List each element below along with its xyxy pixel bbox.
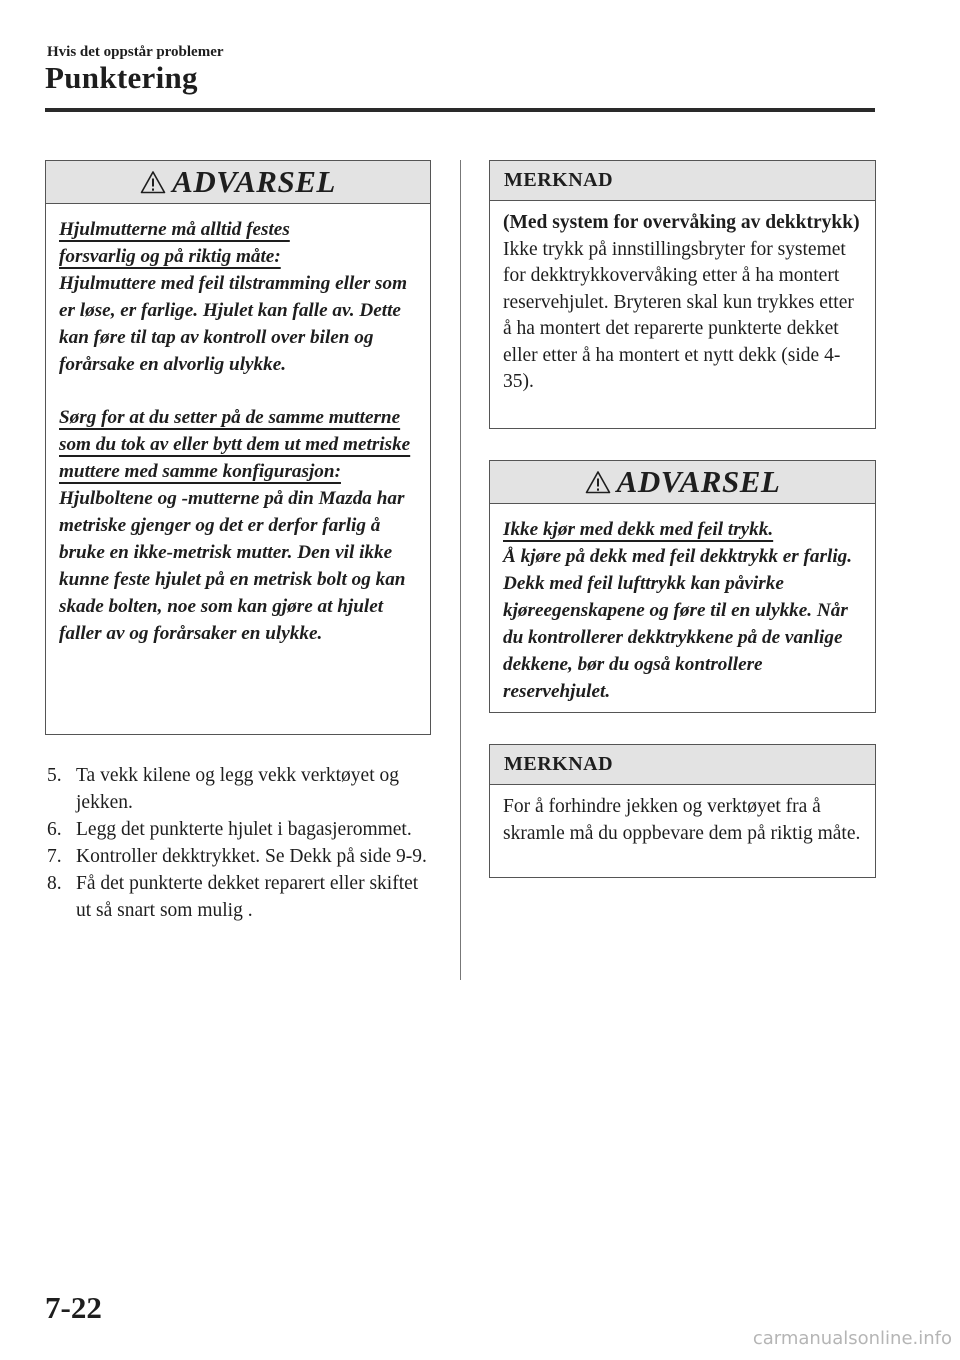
- list-item: [47, 870, 437, 924]
- warning-heading: Ikke kjør med dekk med feil trykk.: [503, 519, 774, 540]
- warning-triangle-icon: [585, 470, 611, 494]
- note-body: For å forhindre jekken og verktøyet fra å skramle må du oppbevare dem på riktig måte.: [503, 796, 861, 844]
- warning-triangle-icon: [140, 170, 166, 194]
- warning-body: [490, 504, 875, 721]
- warning-box-left: [45, 160, 431, 735]
- step-text: Ta vekk kilene og legg vekk verktøyet og jekken.: [76, 765, 399, 813]
- warning-body: [46, 204, 430, 663]
- page-number: 7-22: [45, 1290, 102, 1325]
- warning-text-2: Hjulboltene og -mutterne på din Mazda har metriske gjenger og det er derfor farlig å bruke en ikke-metrisk mutter. Den vil ikke kunne feste hjulet på en metrisk bolt og kan skade bolten, noe som kan gjøre at hjulet faller av og forårsaker en ulykke.: [59, 488, 406, 644]
- warning-box-right: [489, 460, 876, 713]
- list-item: [47, 762, 437, 816]
- note-box-2: [489, 744, 876, 878]
- warning-title: ADVARSEL: [172, 164, 336, 199]
- note-box-1: [489, 160, 876, 429]
- step-list: [47, 762, 437, 924]
- list-item: [47, 843, 437, 870]
- step-number: 7.: [47, 846, 62, 867]
- list-item: [47, 816, 437, 843]
- note-header: MERKNAD: [490, 745, 875, 785]
- note-subheading: (Med system for overvåking av dekktrykk): [503, 212, 860, 233]
- warning-text-1: Hjulmuttere med feil tilstramming eller som er løse, er farlige. Hjulet kan falle av. Dette kan føre til tap av kontroll over bilen og forårsake en alvorlig ulykke.: [59, 273, 408, 375]
- step-number: 5.: [47, 765, 62, 786]
- page-title: Punktering: [45, 60, 198, 95]
- note-body: [490, 201, 875, 408]
- step-number: 8.: [47, 873, 62, 894]
- warning-title: ADVARSEL: [616, 464, 781, 499]
- warning-heading-2: Sørg for at du setter på de samme mutterne som du tok av eller bytt dem ut med metriske muttere med samme konfigurasjon:: [59, 407, 411, 482]
- step-text: Legg det punkterte hjulet i bagasjerommet.: [76, 819, 412, 840]
- warning-text: Å kjøre på dekk med feil dekktrykk er farlig. Dekk med feil lufttrykk kan påvirke kjøreegenskapene og føre til en ulykke. Når du kontrollerer dekktrykkene på de vanlige dekkene, bør du også kontrollere reservehjulet.: [503, 546, 853, 702]
- step-number: 6.: [47, 819, 62, 840]
- watermark: carmanualsonline.info: [752, 1328, 952, 1349]
- step-text: Få det punkterte dekket reparert eller skiftet ut så snart som mulig .: [76, 873, 419, 921]
- warning-header: [46, 161, 430, 204]
- step-text: Kontroller dekktrykket. Se Dekk på side 9-9.: [76, 846, 427, 867]
- column-divider: [460, 160, 461, 980]
- note-header: MERKNAD: [490, 161, 875, 201]
- warning-header: [490, 461, 875, 504]
- note-text: Ikke trykk på innstillingsbryter for systemet for dekktrykkovervåking etter å ha montert reservehjulet. Bryteren skal kun trykkes etter å ha montert det reparerte punkterte dekket eller etter å ha montert et nytt dekk (side 4-35).: [503, 238, 854, 392]
- title-rule: [45, 108, 875, 112]
- warning-heading-1: Hjulmutterne må alltid festes forsvarlig og på riktig måte:: [59, 219, 290, 267]
- section-label: Hvis det oppstår problemer: [47, 44, 224, 60]
